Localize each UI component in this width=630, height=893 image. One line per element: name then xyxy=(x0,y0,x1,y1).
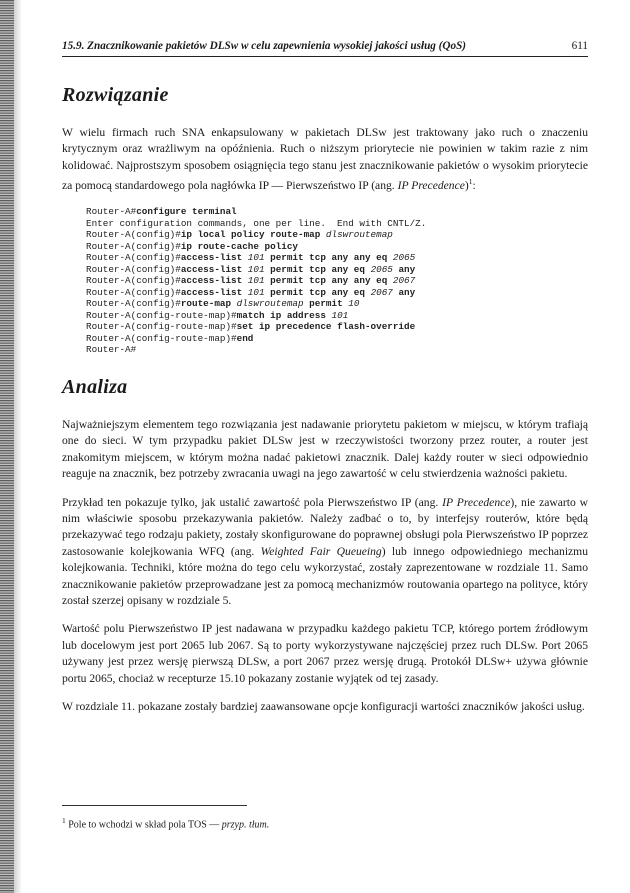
p2-part-c: ) lub innego odpowiedniego mechanizmu kolejkowania. Techniki, które można do tego celu wykorzystać, zostały zaprezentowane w rozdziale 11. Samo znacznikowanie pakietów przeprowadzane jest za pomocą mechanizmów routowania opartego na polityce, który został szerzej opisany w rozdziale 5. xyxy=(62,544,589,608)
code-segment: Router-A(config)# xyxy=(86,240,181,252)
code-listing xyxy=(86,206,588,356)
code-line xyxy=(86,229,588,241)
section-heading-rozwiazanie: Rozwiązanie xyxy=(62,84,169,106)
code-segment: ip local policy route-map xyxy=(180,229,326,241)
page-number: 611 xyxy=(571,40,588,52)
code-segment: route-map xyxy=(180,298,237,310)
code-segment: permit tcp any eq xyxy=(264,286,371,298)
code-segment: 2065 xyxy=(370,263,393,275)
footnote-text: Pole to wchodzi w skład pola TOS — xyxy=(65,819,222,831)
running-header-title: 15.9. Znacznikowanie pakietów DLSw w celu zapewnienia wysokiej jakości usług (QoS) xyxy=(62,40,467,52)
solution-tail: ) xyxy=(464,179,469,193)
code-segment: access-list xyxy=(180,286,248,298)
analysis-paragraph-3: Wartość polu Pierwszeństwo IP jest nadawana w przypadku każdego pakietu TCP, którego portem źródłowym lub docelowym jest port 2065 lub 2067. Są to porty wykorzystywane najczęściej przez ruch DLSw. Port 2065 używany jest przez wersję pierwszą DLSw, a port 2067 przez wersję drugą. Protokół DLSw+ używa głównie portu 2065, chociaż w recepturze 15.10 pokazany zostanie wyjątek od tej zasady. xyxy=(62,622,588,685)
code-line xyxy=(86,241,588,253)
code-segment: dlswroutemap xyxy=(236,298,304,310)
code-segment: any xyxy=(392,263,416,275)
code-segment: permit tcp any any eq xyxy=(264,275,393,287)
page-content xyxy=(62,84,588,727)
code-line xyxy=(86,287,588,299)
code-segment: Router-A# xyxy=(86,344,137,356)
code-segment: 2067 xyxy=(392,275,416,287)
code-segment: dlswroutemap xyxy=(325,229,393,241)
analysis-paragraph-4: W rozdziale 11. pokazane zostały bardziej zaawansowane opcje konfiguracji wartości znaczników jakości usług. xyxy=(62,700,585,714)
p2-emph-2: Weighted Fair Queueing xyxy=(260,544,382,558)
code-line xyxy=(86,264,588,276)
code-segment: 2065 xyxy=(392,252,416,264)
solution-paragraph xyxy=(62,125,588,194)
code-segment: set ip precedence flash-override xyxy=(236,321,416,333)
code-segment: end xyxy=(236,332,254,344)
code-segment: 101 xyxy=(247,275,265,287)
code-segment: 101 xyxy=(247,252,265,264)
code-segment: any xyxy=(392,286,416,298)
analysis-paragraph-1: Najważniejszym elementem tego rozwiązania jest nadawanie priorytetu pakietom w miejscu, w którym trafiają one do sieci. W tym przypadku pakiet DLSw jest w rzeczywistości tworzony przez router, a router jest znakomitym miejscem, w którym można nadać pakietowi znacznik. Dalej każdy router w sieci odpowiednio reaguje na znacznik, bez potrzeby zwracania uwagi na jego zawartość w celu stwierdzenia ważności pakietu. xyxy=(62,417,588,481)
footnote-ref: 1 xyxy=(468,177,473,187)
code-segment: permit xyxy=(303,298,349,310)
code-segment: Router-A(config)# xyxy=(86,298,181,310)
code-segment: Router-A# xyxy=(86,206,137,218)
code-line xyxy=(86,206,588,218)
code-line xyxy=(86,333,588,345)
code-segment: Enter configuration commands, one per line. End with CNTL/Z. xyxy=(86,217,427,229)
p2-part-a: Przykład ten pokazuje tylko, jak ustalić zawartość pola Pierwszeństwo IP (ang. xyxy=(62,495,443,509)
code-segment: permit tcp any eq xyxy=(264,263,371,275)
solution-end: : xyxy=(472,179,476,193)
code-line xyxy=(86,252,588,264)
code-segment: permit tcp any any eq xyxy=(264,252,393,264)
section-heading-analiza: Analiza xyxy=(62,375,128,398)
code-segment: ip route-cache policy xyxy=(180,240,299,252)
analysis-paragraph-2 xyxy=(62,495,588,610)
code-line xyxy=(86,310,588,322)
code-segment: match ip address xyxy=(236,309,332,321)
code-segment: Router-A(config-route-map)# xyxy=(86,332,237,344)
code-segment: Router-A(config)# xyxy=(86,252,181,264)
p2-part-b: ), nie zawarto w nim właściwie sposobu przekazywania pakietów. Należy zadbać o to, by interfejsy routerów, które będą przekazywać tego rodzaju pakiety, zostały skonfigurowane do poprawnej obsługi pola Pierwszeństwo IP poprzez zastosowanie kolejkowania WFQ (ang. xyxy=(62,495,588,558)
code-segment: 10 xyxy=(348,298,360,310)
footnote-number: 1 xyxy=(62,816,66,825)
p2-emph-1: IP Precedence xyxy=(442,495,511,509)
code-segment: 101 xyxy=(247,263,265,275)
code-line xyxy=(86,321,588,333)
code-segment: Router-A(config-route-map)# xyxy=(86,321,237,333)
code-segment: Router-A(config)# xyxy=(86,286,181,298)
solution-emph: IP Precedence xyxy=(397,179,465,193)
code-segment: 101 xyxy=(247,286,265,298)
binding-shadow xyxy=(14,0,22,893)
footnote-emph: przyp. tłum. xyxy=(221,819,270,831)
footnote xyxy=(62,816,588,830)
code-segment: Router-A(config-route-map)# xyxy=(86,309,237,321)
book-binding-edge xyxy=(0,0,14,893)
code-segment: access-list xyxy=(180,252,248,264)
footnote-divider xyxy=(62,805,247,806)
code-segment: 101 xyxy=(331,309,349,321)
code-segment: Router-A(config)# xyxy=(86,263,181,275)
code-segment: Router-A(config)# xyxy=(86,275,181,287)
code-line xyxy=(86,218,588,230)
code-line xyxy=(86,344,588,356)
code-segment: Router-A(config)# xyxy=(86,229,181,241)
code-segment: configure terminal xyxy=(136,206,237,218)
code-line xyxy=(86,298,588,310)
code-segment: access-list xyxy=(180,263,248,275)
code-segment: 2067 xyxy=(370,286,393,298)
solution-text: W wielu firmach ruch SNA enkapsulowany w pakietach DLSw jest traktowany jako ruch o znaczeniu krytycznym oraz wrażliwym na opóźnienia. Ruch o niższym priorytecie nie powinien w takim razie z nim kolidować. Najprostszym sposobem osiągnięcia tego stanu jest znacznikowanie pakietów o wysokim priorytecie za pomocą standardowego pola nagłówka IP — Pierwszeństwo IP (ang. xyxy=(62,126,588,193)
code-segment: access-list xyxy=(180,275,248,287)
code-line xyxy=(86,275,588,287)
running-header xyxy=(62,40,588,57)
